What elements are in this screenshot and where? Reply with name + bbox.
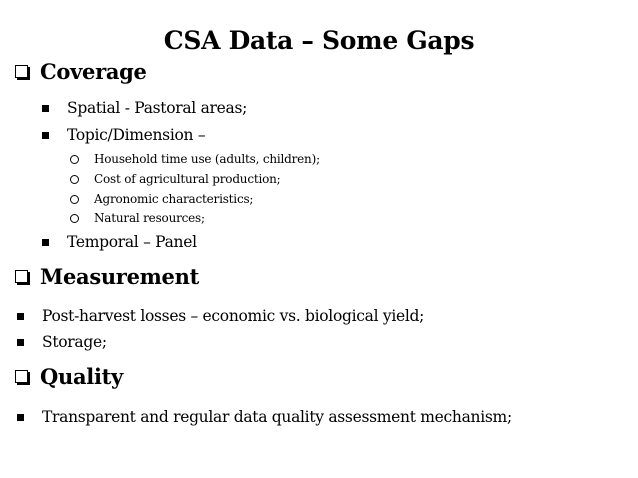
sub-list-item-text: Agronomic characteristics; [94,192,254,206]
section-quality [15,363,123,389]
circle-bullet-icon [70,155,79,164]
list-item-text: Temporal – Panel [67,233,197,251]
section-heading: Measurement [40,263,199,289]
sub-list-item [70,150,320,168]
section-measurement [15,263,199,289]
square-bullet-icon [42,132,49,139]
square-bullet-icon [42,239,49,246]
section-coverage [15,58,147,84]
square-bullet-icon [42,105,49,112]
sub-list-item [70,209,205,227]
square-bullet-icon [17,313,24,320]
list-item-text: Storage; [42,333,107,351]
sub-list-item-text: Household time use (adults, children); [94,152,320,166]
list-item-text: Transparent and regular data quality assessment mechanism; [42,408,512,426]
circle-bullet-icon [70,175,79,184]
checkbox-bullet-icon [15,270,28,283]
circle-bullet-icon [70,195,79,204]
sub-list-item-text: Cost of agricultural production; [94,172,281,186]
section-heading: Quality [40,363,123,389]
list-item-text: Post-harvest losses – economic vs. biological yield; [42,307,425,325]
circle-bullet-icon [70,214,79,223]
sub-list-item-text: Natural resources; [94,211,205,225]
sub-list-item [70,190,253,208]
section-heading: Coverage [40,58,147,84]
list-item [42,231,197,253]
list-item [17,305,424,327]
list-item-text: Spatial - Pastoral areas; [67,99,248,117]
square-bullet-icon [17,339,24,346]
square-bullet-icon [17,414,24,421]
list-item [17,406,512,428]
checkbox-bullet-icon [15,65,28,78]
checkbox-bullet-icon [15,370,28,383]
slide-title: CSA Data – Some Gaps [163,26,475,55]
list-item [42,97,247,119]
list-item [42,124,205,146]
list-item-text: Topic/Dimension – [67,126,206,144]
list-item [17,331,107,353]
sub-list-item [70,170,281,188]
